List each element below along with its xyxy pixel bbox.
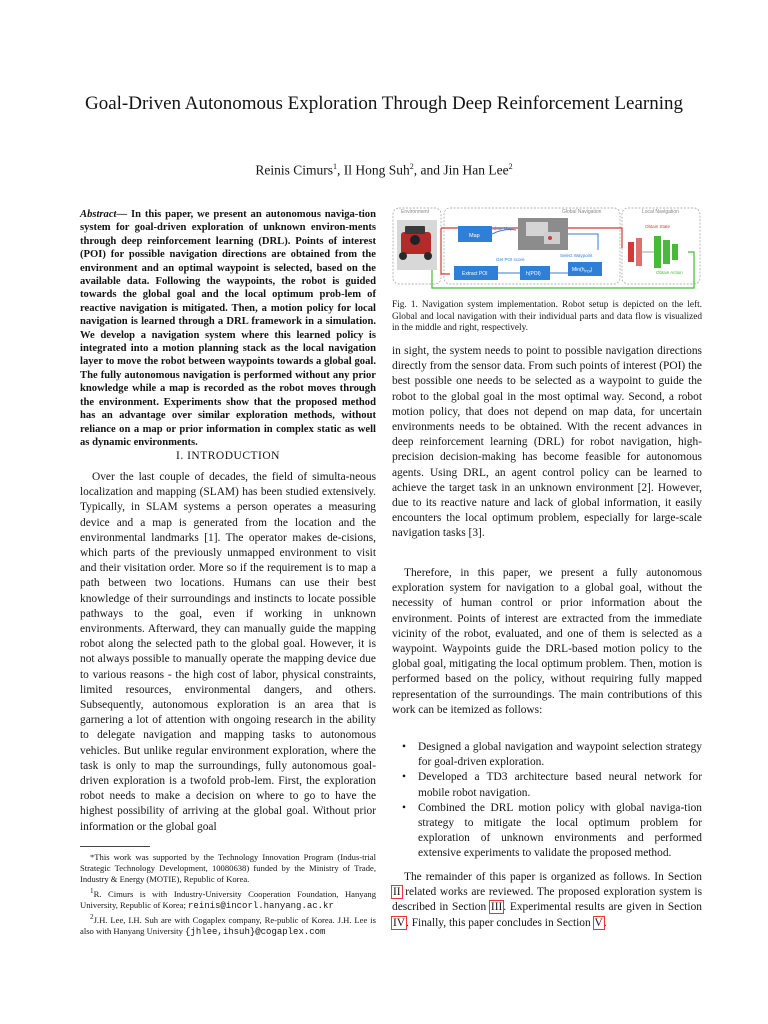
affiliation-mark: 2 [508, 162, 513, 171]
get-poi-label: Get POI score [496, 257, 525, 262]
abstract [80, 208, 376, 449]
section-link[interactable]: III [490, 901, 503, 914]
body-paragraph: Therefore, in this paper, we present a fully autonomous exploration system for navigation to a global goal, without the necessity of human control or prior information about the environment. Points of interest are extracted from the immediate vicinity of the robot, evaluated, and one of them is selected as a waypoint. Waypoints guide the DRL-based motion policy to the global goal, mitigating the local optimum problem. Then, motion is performed based on the policy, without requiring fully mapped representation of the surroundings. The main contributions of this work can be itemized as follows: [392, 567, 702, 716]
section-link[interactable]: II [393, 886, 401, 899]
map-image [518, 218, 568, 250]
affiliation-mark: 1 [333, 162, 337, 171]
paragraph-text: . Experimental results are given in Section [503, 901, 702, 914]
region-label: Global Navigation [562, 209, 602, 215]
obtain-action-label: Obtain Action [656, 270, 683, 275]
paragraph-text: The remainder of this paper is organized as follows. In Section [404, 871, 702, 883]
network-layer [663, 240, 670, 264]
author-list [60, 162, 708, 179]
affiliation-mark: 2 [90, 912, 94, 921]
navigation-diagram [392, 198, 702, 292]
affiliation-mark: 2 [409, 162, 414, 171]
intro-paragraph: Over the last couple of decades, the field of simulta-neous localization and mapping (SLAM) has been studied extensively. Typically, in SLAM systems a person operates a measuring device and a map is generated from the location and the environmental landmarks [1]. The operator makes de-cisions, which parts of the previously unmapped environment to visit and their visitation order. More so if the requirement is to map a path between two locations. Humans can use their best knowledge of their surroundings and instincts to locate possible pathways to the goal, even if working in unknown environments. Afterward, they can manually guide the mapping robot along the selected path to the global goal. However, it is not always possible to manually operate the mapping device due to various reasons - the high cost of labor, physical constraints, limited resources, environmental dangers, and others. Subsequently, autonomous exploration is an area that is garnering a lot of attention with ongoing research in the ability to delegate navigation and mapping tasks to autonomous vehicles. But unlike regular environment exploration, where the task is only to map the surroundings, fully autonomous goal-driven exploration is a twofold prob-lem. First, the exploration robot needs to make a decision on where to go to have the highest possibility of arriving at the global goal. Without prior information or the global goal [80, 471, 376, 833]
min-label-text: Min(h [572, 267, 585, 273]
hpoi-label: h(POI) [526, 271, 541, 277]
network-layer [654, 236, 661, 268]
state-input-layer [628, 242, 634, 262]
figure-navigation-system [392, 198, 702, 292]
sensor-flow-arrow [441, 228, 450, 274]
waypoint-arrow [568, 234, 598, 250]
paragraph-text: related works are reviewed. The proposed exploration system is described in Section [392, 886, 702, 914]
section-link[interactable]: V [594, 916, 603, 929]
select-waypoint-label: Select Waypoint [560, 253, 593, 258]
paragraph-text: . [603, 916, 607, 929]
author-name: Reinis Cimurs [255, 162, 333, 178]
figure-caption: Fig. 1. Navigation system implementation. Robot setup is depicted on the left. Global and local navigation with their individual parts and data flow is visualized in the middle and right, respectively. [392, 300, 702, 334]
footnotes [80, 852, 376, 938]
body-paragraph [392, 870, 702, 931]
paper-title: Goal-Driven Autonomous Exploration Through Deep Reinforcement Learning [85, 93, 683, 114]
list-item: • Developed a TD3 architecture based neural network for mobile robot navigation. [392, 770, 702, 800]
author-separator: , and [413, 162, 444, 178]
paragraph-text: . Finally, this paper concludes in Section [406, 916, 594, 929]
body-paragraph: in sight, the system needs to point to possible navigation directions directly from the sensor data. From such points of interest (POI) the best possible one needs to be selected as a waypoint to guide the robot to the global goal in the most optimal way. Second, a robot motion policy, that does not depend on map data, for uncertain environments needs to be obtained. With the recent advances in deep reinforcement learning (DRL) for robot navigation, high-precision decision-making has become feasible for autonomous agents. Using DRL, an agent control policy can be learned to achieve the target task in an unknown environment [2]. However, due to its reactive nature and lack of global information, it easily encounters the local optimum problem, especially for large-scale navigation tasks [3]. [392, 345, 702, 540]
update-map-label: Update Map [488, 226, 513, 231]
email-link[interactable]: reinis@incorl.hanyang.ac.kr [188, 900, 334, 911]
footnote-affiliation-1 [80, 886, 376, 912]
obtain-state-label: Obtain State [645, 224, 671, 229]
email-link[interactable]: {jhlee,ihsuh}@cogaplex.com [185, 926, 326, 937]
region-label: Environment [401, 209, 430, 215]
abstract-text: In this paper, we present an autonomous naviga-tion system for goal-driven exploration of unknown environ-ments through deep reinforcement learning (DRL). Points of interest (POI) for possible navigation directions are obtained from the environment and an optimal waypoint is selected, based on the available data. Following the waypoints, the robot is guided towards the global goal and the local optimum prob-lem of reactive navigation is mitigated. Then, a motion policy for local navigation is learned through a DRL framework in a simulation. We develop a navigation system where this learned policy is integrated into a motion planning stack as the local navigation layer to move the robot between waypoints towards a global goal. The fully autonomous navigation is performed without any prior knowledge while a map is recorded as the robot moves through the environment. Experiments show that the proposed method has an advantage over similar exploration methods, without reliance on a map or prior information in complex static as well as dynamic environments. [80, 209, 376, 448]
abstract-label: Abstract [80, 209, 117, 220]
map-box-label: Map [469, 233, 480, 239]
abstract-dash: — [116, 209, 131, 220]
robot-photo [397, 220, 437, 270]
network-layer [636, 238, 642, 266]
footnote-affiliation-2 [80, 912, 376, 938]
action-output-layer [672, 244, 678, 260]
author-name: Jin Han Lee [443, 162, 509, 178]
region-label: Local Navigation [642, 209, 679, 215]
list-item: • Combined the DRL motion policy with global naviga-tion strategy to mitigate the local optimum problem for exploration of unknown environments and performed extensive experiments to validate the proposed method. [392, 801, 702, 862]
min-label-close: ) [590, 267, 593, 273]
list-item: • Designed a global navigation and waypoint selection strategy for goal-driven exploration. [392, 740, 702, 770]
footnote-text: R. Cimurs is with Industry-University Cooperation Foundation, Hanyang University, Republic of Korea; [80, 888, 376, 910]
contribution-list [392, 740, 702, 862]
affiliation-mark: 1 [90, 886, 94, 895]
footnote-funding: *This work was supported by the Technology Innovation Program (Indus-trial Strategic Technology Development, 10080638) funded by the Ministry of Trade, Industry & Energy (MOTIE), Republic of Korea. [80, 852, 376, 885]
section-link[interactable]: IV [393, 916, 406, 929]
footnote-rule [80, 846, 150, 847]
extract-poi-label: Extract POI [462, 271, 488, 277]
author-separator: , [337, 162, 344, 178]
author-name: Il Hong Suh [343, 162, 410, 178]
min-label-subscript: POI [584, 269, 591, 274]
footnote-text: J.H. Lee, I.H. Suh are with Cogaplex company, Re-public of Korea. J.H. Lee is also with Hanyang University [80, 914, 376, 936]
section-heading: I. INTRODUCTION [176, 450, 280, 462]
